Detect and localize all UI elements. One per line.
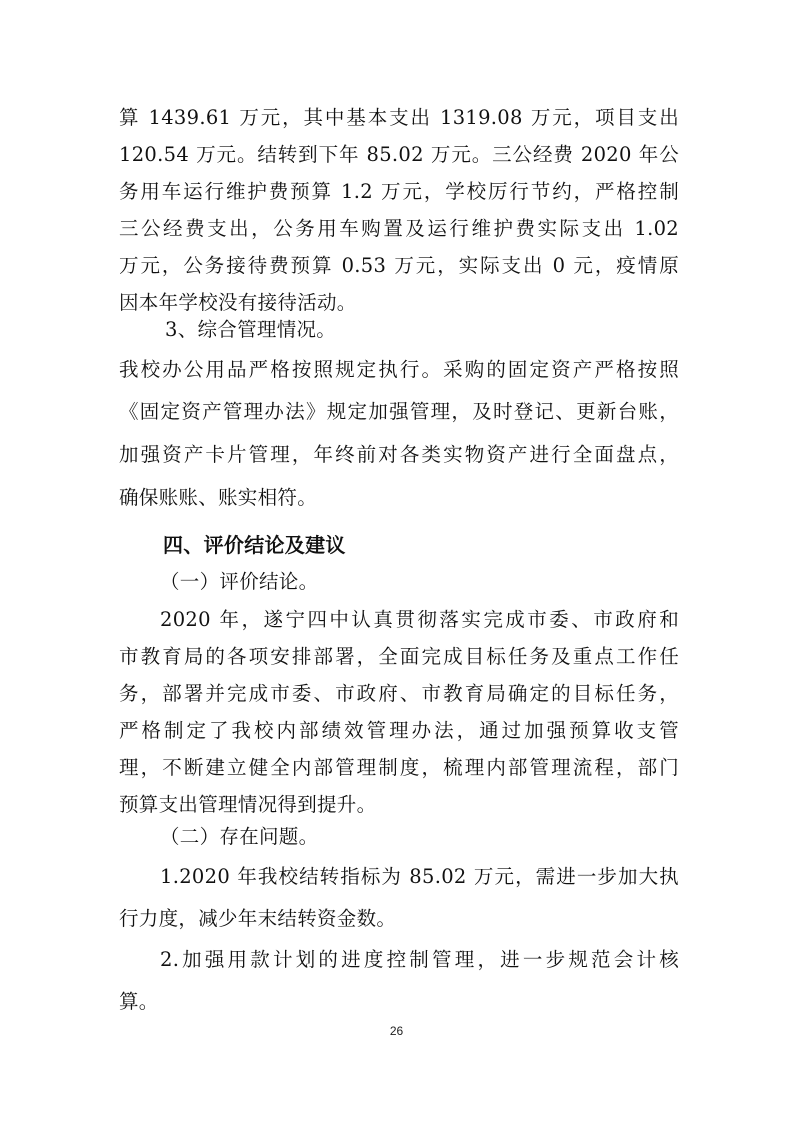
paragraph-line: 预算支出管理情况得到提升。 (119, 793, 377, 816)
paragraph-line: 120.54 万元。结转到下年 85.02 万元。三公经费 2020 年公 (119, 143, 679, 166)
subsection-heading: （二）存在问题。 (160, 825, 319, 848)
paragraph-line: 务，部署并完成市委、市政府、市教育局确定的目标任务， (119, 682, 679, 705)
paragraph-line: 我校办公用品严格按照规定执行。采购的固定资产严格按照 (119, 358, 679, 381)
paragraph-line: 2020 年，遂宁四中认真贯彻落实完成市委、市政府和 (160, 608, 679, 631)
paragraph-line: 严格制定了我校内部绩效管理办法，通过加强预算收支管 (119, 719, 679, 742)
paragraph-line: 《固定资产管理办法》规定加强管理，及时登记、更新台账， (119, 400, 679, 423)
paragraph-line: 算。 (119, 990, 159, 1013)
paragraph-line: 行力度，减少年末结转资金数。 (119, 907, 397, 930)
paragraph-line: 确保账账、账实相符。 (119, 486, 318, 509)
paragraph-line: 加强资产卡片管理，年终前对各类实物资产进行全面盘点， (119, 443, 679, 466)
paragraph-line: 务用车运行维护费预算 1.2 万元，学校厉行节约，严格控制 (119, 180, 679, 203)
paragraph-line: 万元，公务接待费预算 0.53 万元，实际支出 0 元，疫情原 (119, 254, 679, 277)
section-subheading: 3、综合管理情况。 (165, 318, 337, 341)
page-number: 26 (389, 1024, 404, 1038)
subsection-heading: （一）评价结论。 (160, 570, 319, 593)
paragraph-line: 1.2020 年我校结转指标为 85.02 万元，需进一步加大执 (160, 865, 679, 888)
paragraph-line: 三公经费支出，公务用车购置及运行维护费实际支出 1.02 (119, 217, 679, 240)
paragraph-line: 因本年学校没有接待活动。 (119, 291, 357, 314)
paragraph-line: 理，不断建立健全内部管理制度，梳理内部管理流程，部门 (119, 756, 679, 779)
paragraph-line: 2.加强用款计划的进度控制管理，进一步规范会计核 (160, 948, 679, 971)
paragraph-line: 算 1439.61 万元，其中基本支出 1319.08 万元，项目支出 (119, 106, 679, 129)
section-heading: 四、评价结论及建议 (163, 533, 346, 557)
paragraph-line: 市教育局的各项安排部署，全面完成目标任务及重点工作任 (119, 645, 679, 668)
